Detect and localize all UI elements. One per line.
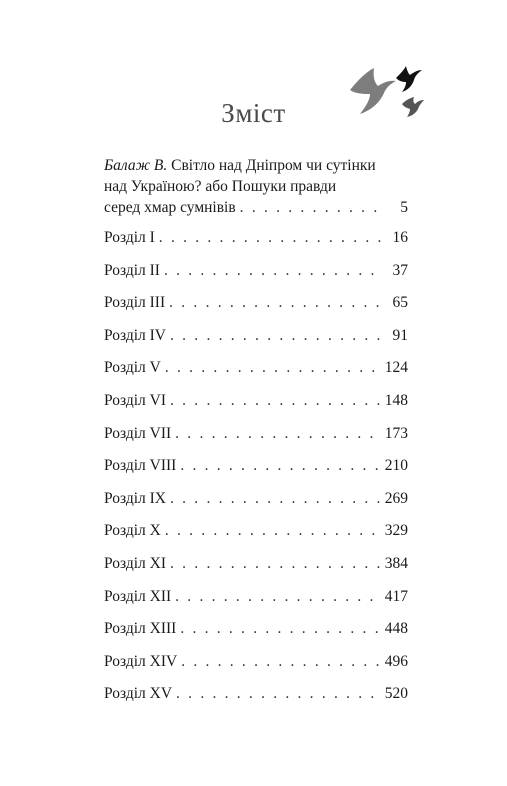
dot-leader [180,457,380,475]
dot-leader [170,490,381,508]
toc-entry [104,294,408,327]
black-bird-icon [396,66,422,92]
toc-entry [104,327,408,360]
toc-list [104,229,408,718]
page-number: 384 [384,554,408,572]
dot-leader [240,197,382,218]
chapter-label: Розділ V [104,359,161,377]
dot-leader [175,588,381,606]
chapter-label: Розділ XII [104,587,172,605]
chapter-label: Розділ XI [104,554,166,572]
chapter-label: Розділ VI [104,391,166,409]
chapter-label: Розділ VII [104,424,172,442]
page-number: 5 [400,199,408,216]
toc-entry [104,653,408,686]
toc-entry [104,229,408,262]
page-number: 37 [392,261,408,279]
toc-entry [104,490,408,523]
page-number: 520 [384,685,408,703]
chapter-label: Розділ IX [104,489,166,507]
toc-entry [104,588,408,621]
toc-entry [104,555,408,588]
dot-leader [170,392,381,410]
chapter-label: Розділ I [104,229,155,246]
page-number: 417 [384,587,408,605]
page-number: 124 [384,359,408,377]
page-title: Зміст [221,98,286,128]
page-number: 16 [392,229,408,246]
toc-entry [104,685,408,718]
dot-leader [159,229,382,247]
toc-entry [104,392,408,425]
chapter-label: Розділ X [104,522,161,540]
toc-entry [104,457,408,490]
page-number: 448 [384,620,408,638]
chapter-label: Розділ XV [104,685,173,703]
chapter-label: Розділ XIV [104,652,178,670]
page-number: 148 [384,391,408,409]
page-number: 65 [392,294,408,312]
toc-entry [104,359,408,392]
toc-entry [104,522,408,555]
page-number: 91 [392,326,408,344]
dot-leader [175,425,381,443]
dot-leader [180,620,380,638]
dot-leader [181,653,381,671]
chapter-label: Розділ XIII [104,620,177,638]
page-number: 269 [384,489,408,507]
page-number: 496 [384,652,408,670]
dot-leader [164,262,382,280]
intro-line-2: над Україною? або Пошуки правди [104,178,337,195]
dot-leader [169,294,382,312]
chapter-label: Розділ IV [104,326,166,344]
dot-leader [170,327,382,345]
intro-author: Балаж В. [104,157,168,174]
toc-entry [104,425,408,458]
toc-entry [104,262,408,295]
intro-line-1 [104,155,408,176]
toc-intro-entry [104,155,408,218]
chapter-label: Розділ II [104,261,160,279]
intro-line-3 [104,197,408,218]
dot-leader [170,555,381,573]
dot-leader [176,685,381,703]
page-number: 329 [384,522,408,540]
chapter-label: Розділ III [104,294,166,312]
page-number: 173 [384,424,408,442]
toc-entry [104,620,408,653]
chapter-label: Розділ VIII [104,457,177,475]
dot-leader [165,522,381,540]
intro-title-part-1: Світло над Дніпром чи сутінки [171,157,376,174]
intro-title-part-3: серед хмар сумнівів [104,199,236,216]
dot-leader [165,359,381,377]
page-number: 210 [384,457,408,475]
